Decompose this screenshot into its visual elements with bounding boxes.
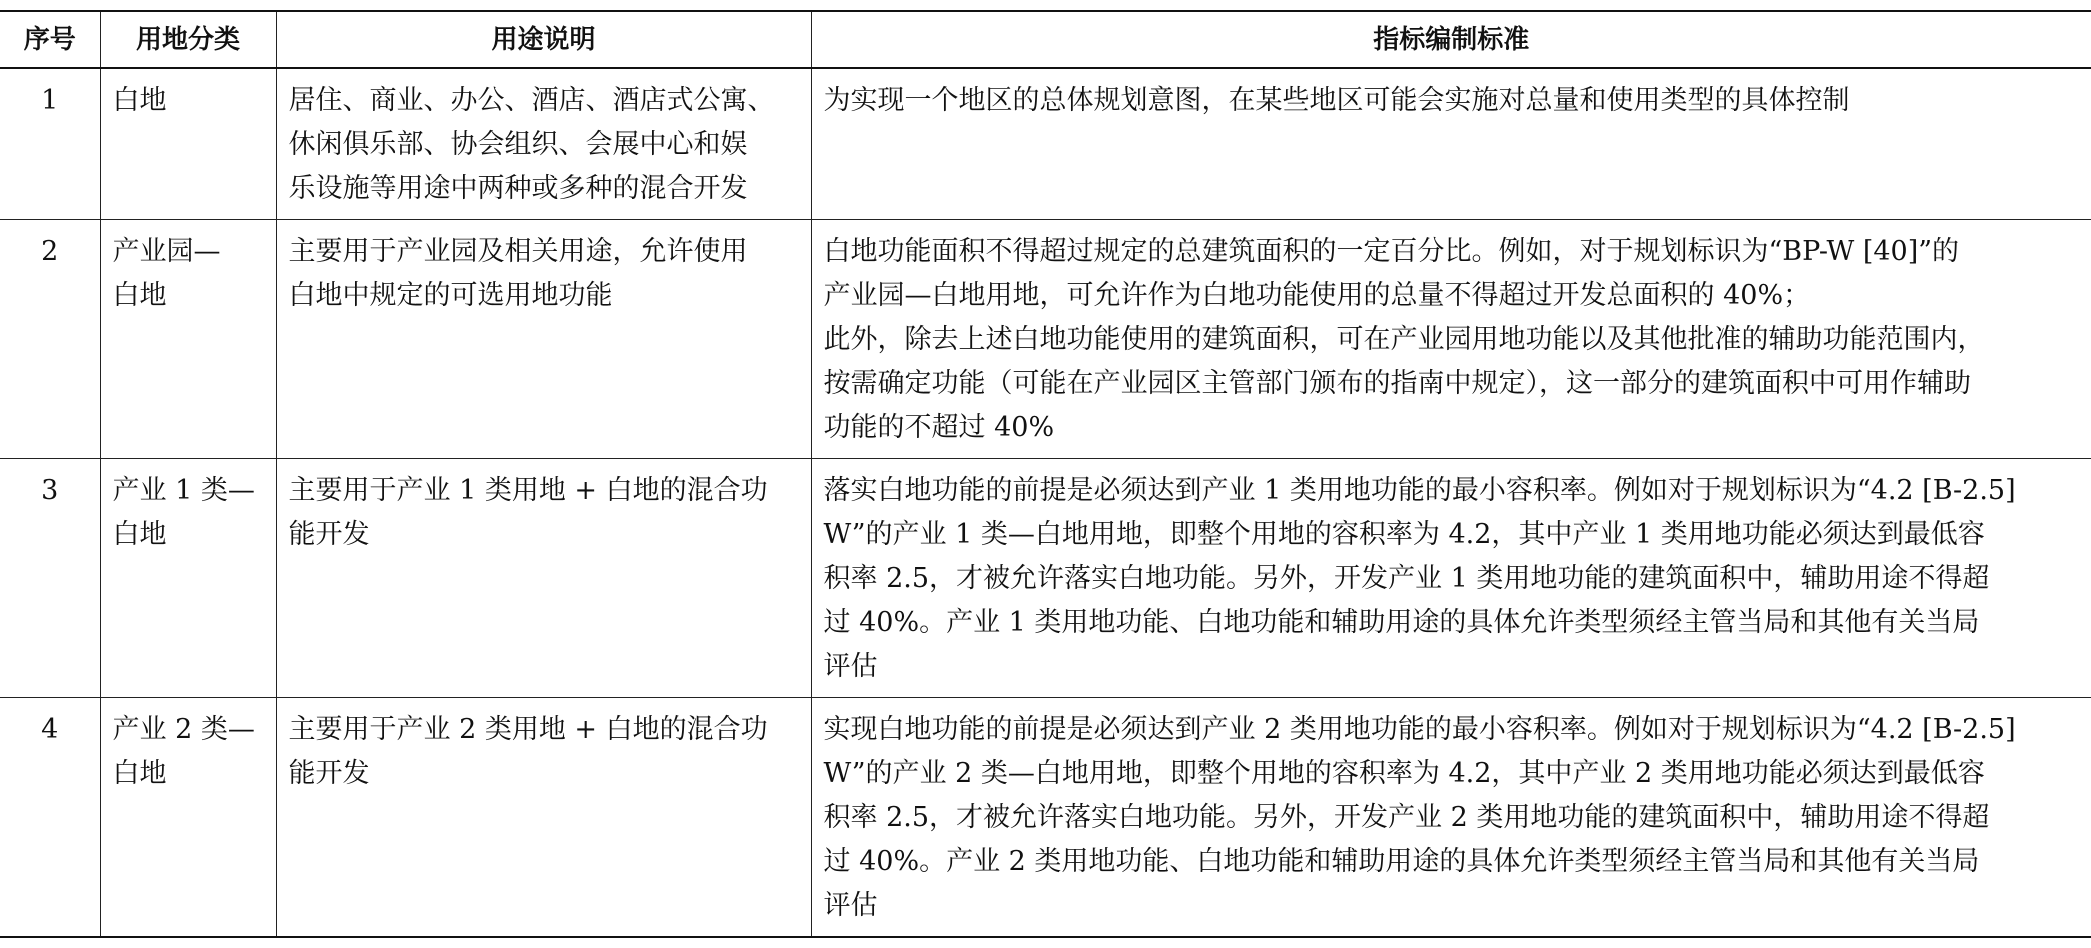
standard-text: 按需确定功能（可能在产业园区主管部门颁布的指南中规定），这一部分的建筑面积中可用作辅助 xyxy=(823,368,1971,399)
category-cell xyxy=(100,459,276,698)
header-usage-description: 用途说明 xyxy=(276,11,811,68)
header-land-category: 用地分类 xyxy=(100,11,276,68)
table-header-row xyxy=(0,11,2091,68)
standard-text: 功能的不超过 40% xyxy=(823,412,1055,443)
usage-cell xyxy=(276,68,811,220)
standard-text: 积率 2.5，才被允许落实白地功能。另外，开发产业 2 类用地功能的建筑面积中，辅助用途不得超 xyxy=(823,802,1990,833)
category-text: 白地 xyxy=(112,85,167,116)
standard-cell xyxy=(811,220,2091,459)
category-cell xyxy=(100,698,276,938)
category-text: 产业园— xyxy=(112,236,221,267)
usage-text: 能开发 xyxy=(288,519,370,550)
standard-text: 过 40%。产业 1 类用地功能、白地功能和辅助用途的具体允许类型须经主管当局和其他有关当局 xyxy=(823,607,1980,638)
row-index: 2 xyxy=(41,236,59,267)
category-cell xyxy=(100,220,276,459)
usage-text: 主要用于产业 1 类用地 + 白地的混合功 xyxy=(288,475,768,506)
usage-text: 能开发 xyxy=(288,758,370,789)
row-index-cell xyxy=(0,220,100,459)
category-text: 产业 1 类— xyxy=(112,475,255,506)
usage-text: 休闲俱乐部、协会组织、会展中心和娱 xyxy=(288,129,748,160)
table-row xyxy=(0,698,2091,938)
usage-cell xyxy=(276,698,811,938)
standard-text: 评估 xyxy=(823,651,878,682)
standard-cell xyxy=(811,459,2091,698)
standard-text: W”的产业 1 类—白地用地，即整个用地的容积率为 4.2，其中产业 1 类用地功能必须达到最低容 xyxy=(823,519,1985,550)
category-text: 白地 xyxy=(112,758,167,789)
table-row xyxy=(0,459,2091,698)
land-use-table xyxy=(0,10,2091,938)
row-index-cell xyxy=(0,68,100,220)
usage-text: 居住、商业、办公、酒店、酒店式公寓、 xyxy=(288,85,775,116)
row-index: 1 xyxy=(41,85,59,116)
row-index: 3 xyxy=(41,475,59,506)
usage-text: 乐设施等用途中两种或多种的混合开发 xyxy=(288,173,748,204)
standard-cell xyxy=(811,68,2091,220)
table-row xyxy=(0,220,2091,459)
standard-text: 评估 xyxy=(823,890,878,921)
standard-text: 白地功能面积不得超过规定的总建筑面积的一定百分比。例如，对于规划标识为“BP-W [40]”的 xyxy=(823,236,1960,267)
row-index-cell xyxy=(0,459,100,698)
standard-text: 实现白地功能的前提是必须达到产业 2 类用地功能的最小容积率。例如对于规划标识为“4.2 [B-2.5] xyxy=(823,714,2016,745)
table-row xyxy=(0,68,2091,220)
land-use-table-container xyxy=(0,10,2091,938)
header-indicator-standard: 指标编制标准 xyxy=(811,11,2091,68)
standard-text: 为实现一个地区的总体规划意图，在某些地区可能会实施对总量和使用类型的具体控制 xyxy=(823,85,1850,116)
header-index: 序号 xyxy=(0,11,100,68)
standard-text: W”的产业 2 类—白地用地，即整个用地的容积率为 4.2，其中产业 2 类用地功能必须达到最低容 xyxy=(823,758,1985,789)
standard-cell xyxy=(811,698,2091,938)
usage-text: 主要用于产业 2 类用地 + 白地的混合功 xyxy=(288,714,768,745)
standard-text: 落实白地功能的前提是必须达到产业 1 类用地功能的最小容积率。例如对于规划标识为“4.2 [B-2.5] xyxy=(823,475,2016,506)
usage-cell xyxy=(276,220,811,459)
standard-text: 产业园—白地用地，可允许作为白地功能使用的总量不得超过开发总面积的 40%； xyxy=(823,280,1811,311)
category-text: 白地 xyxy=(112,519,167,550)
usage-cell xyxy=(276,459,811,698)
category-text: 白地 xyxy=(112,280,167,311)
standard-text: 过 40%。产业 2 类用地功能、白地功能和辅助用途的具体允许类型须经主管当局和其他有关当局 xyxy=(823,846,1980,877)
usage-text: 白地中规定的可选用地功能 xyxy=(288,280,613,311)
usage-text: 主要用于产业园及相关用途，允许使用 xyxy=(288,236,748,267)
category-text: 产业 2 类— xyxy=(112,714,255,745)
row-index: 4 xyxy=(41,714,59,745)
standard-text: 积率 2.5，才被允许落实白地功能。另外，开发产业 1 类用地功能的建筑面积中，辅助用途不得超 xyxy=(823,563,1990,594)
row-index-cell xyxy=(0,698,100,938)
standard-text: 此外，除去上述白地功能使用的建筑面积，可在产业园用地功能以及其他批准的辅助功能范围内， xyxy=(823,324,1985,355)
category-cell xyxy=(100,68,276,220)
